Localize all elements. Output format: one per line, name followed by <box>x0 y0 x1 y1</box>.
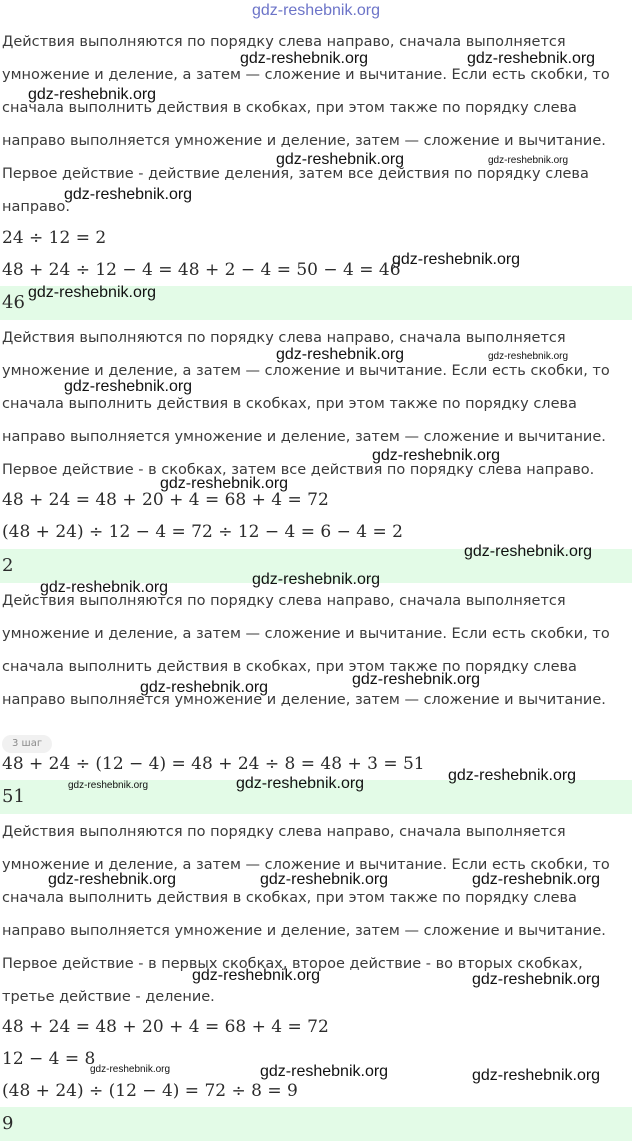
watermark: gdz-reshebnik.org <box>464 543 593 560</box>
watermark: gdz-reshebnik.org <box>236 775 365 792</box>
watermark: gdz-reshebnik.org <box>392 251 521 268</box>
math-step: 48 + 24 = 48 + 20 + 4 = 68 + 4 = 72 <box>2 1017 329 1037</box>
watermark: gdz-reshebnik.org <box>472 1067 601 1084</box>
watermark: gdz-reshebnik.org <box>64 378 193 395</box>
rules-line-1: Действия выполняются по порядку слева направо, сначала выполняется <box>2 330 566 346</box>
math-step: 48 + 24 = 48 + 20 + 4 = 68 + 4 = 72 <box>2 490 329 510</box>
note-line: направо. <box>2 199 70 215</box>
watermark: gdz-reshebnik.org <box>488 155 569 166</box>
note-line: Первое действие - в скобках, затем все действия по порядку слева направо. <box>2 462 595 478</box>
watermark: gdz-reshebnik.org <box>372 447 501 464</box>
note-line: Первое действие - действие деления, затем все действия по порядку слева <box>2 166 589 182</box>
rules-line-3: сначала выполнить действия в скобках, при этом также по порядку слева <box>2 659 577 675</box>
watermark: gdz-reshebnik.org <box>48 871 177 888</box>
answer-value: 46 <box>2 292 25 313</box>
watermark: gdz-reshebnik.org <box>192 967 321 984</box>
rules-line-2: умножение и деление, а затем — сложение и вычитание. Если есть скобки, то <box>2 626 610 642</box>
rules-line-3: сначала выполнить действия в скобках, при этом также по порядку слева <box>2 100 577 116</box>
answer-value: 2 <box>2 555 14 576</box>
rules-line-3: сначала выполнить действия в скобках, при этом также по порядку слева <box>2 396 577 412</box>
watermark: gdz-reshebnik.org <box>240 50 369 67</box>
rules-line-2: умножение и деление, а затем — сложение и вычитание. Если есть скобки, то <box>2 363 610 379</box>
math-step: 12 − 4 = 8 <box>2 1049 96 1069</box>
note-line: Первое действие - в первых скобках, второе действие - во вторых скобках, <box>2 956 583 972</box>
watermark: gdz-reshebnik.org <box>472 971 601 988</box>
watermark: gdz-reshebnik.org <box>352 671 481 688</box>
rules-line-2: умножение и деление, а затем — сложение и вычитание. Если есть скобки, то <box>2 67 610 83</box>
rules-line-4: направо выполняется умножение и деление, затем — сложение и вычитание. <box>2 429 606 445</box>
watermark: gdz-reshebnik.org <box>260 871 389 888</box>
watermark: gdz-reshebnik.org <box>260 1063 389 1080</box>
rules-line-4: направо выполняется умножение и деление, затем — сложение и вычитание. <box>2 923 606 939</box>
note-line: третье действие - деление. <box>2 989 215 1005</box>
watermark: gdz-reshebnik.org <box>472 871 601 888</box>
watermark: gdz-reshebnik.org <box>276 151 405 168</box>
rules-line-3: сначала выполнить действия в скобках, при этом также по порядку слева <box>2 890 577 906</box>
math-step: (48 + 24) ÷ (12 − 4) = 72 ÷ 8 = 9 <box>2 1081 298 1101</box>
watermark: gdz-reshebnik.org <box>467 50 596 67</box>
watermark: gdz-reshebnik.org <box>28 86 157 103</box>
watermark: gdz-reshebnik.org <box>90 1064 171 1075</box>
math-step: 48 + 24 ÷ (12 − 4) = 48 + 24 ÷ 8 = 48 + 3 = 51 <box>2 754 425 774</box>
rules-line-1: Действия выполняются по порядку слева направо, сначала выполняется <box>2 593 566 609</box>
header-watermark: gdz-reshebnik.org <box>251 2 381 19</box>
answer-value: 9 <box>2 1113 14 1134</box>
math-step: 24 ÷ 12 = 2 <box>2 228 107 248</box>
watermark: gdz-reshebnik.org <box>68 780 149 791</box>
watermark: gdz-reshebnik.org <box>140 679 269 696</box>
watermark: gdz-reshebnik.org <box>448 767 577 784</box>
math-step: (48 + 24) ÷ 12 − 4 = 72 ÷ 12 − 4 = 6 − 4 = 2 <box>2 522 403 542</box>
watermark: gdz-reshebnik.org <box>28 284 157 301</box>
rules-line-4: направо выполняется умножение и деление, затем — сложение и вычитание. <box>2 692 606 708</box>
step-chip: 3 шаг <box>2 735 52 753</box>
rules-line-4: направо выполняется умножение и деление, затем — сложение и вычитание. <box>2 133 606 149</box>
math-step: 48 + 24 ÷ 12 − 4 = 48 + 2 − 4 = 50 − 4 = 46 <box>2 260 401 280</box>
watermark: gdz-reshebnik.org <box>488 351 569 362</box>
rules-line-1: Действия выполняются по порядку слева направо, сначала выполняется <box>2 824 566 840</box>
watermark: gdz-reshebnik.org <box>64 186 193 203</box>
answer-bar <box>0 1107 632 1141</box>
answer-value: 51 <box>2 786 25 807</box>
watermark: gdz-reshebnik.org <box>252 571 381 588</box>
watermark: gdz-reshebnik.org <box>276 346 405 363</box>
watermark: gdz-reshebnik.org <box>160 475 289 492</box>
rules-line-1: Действия выполняются по порядку слева направо, сначала выполняется <box>2 34 566 50</box>
watermark: gdz-reshebnik.org <box>40 579 169 596</box>
rules-line-2: умножение и деление, а затем — сложение и вычитание. Если есть скобки, то <box>2 857 610 873</box>
